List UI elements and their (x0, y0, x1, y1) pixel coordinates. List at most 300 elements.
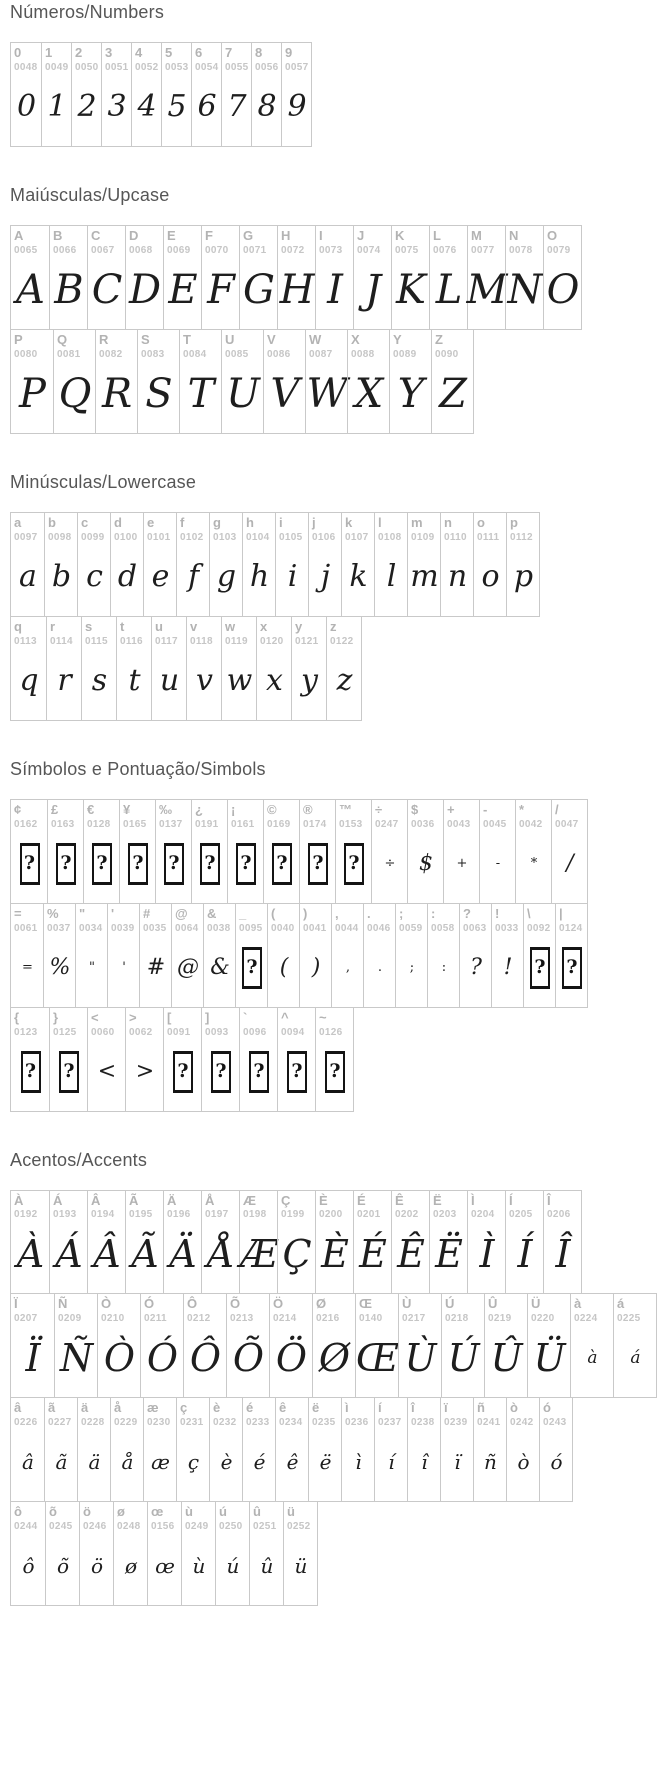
notdef-box-icon: ? (56, 843, 76, 885)
cell-unicode-code: 0207 (14, 1313, 38, 1325)
glyph-preview (48, 544, 75, 610)
char-cell (97, 1294, 140, 1397)
glyph-char: V (270, 370, 300, 417)
cell-char-label: i (279, 514, 283, 530)
glyph-preview (495, 935, 521, 1001)
cell-unicode-code: 0169 (267, 818, 291, 830)
cell-unicode-code: 0092 (527, 922, 551, 934)
char-cell (299, 904, 331, 1007)
cell-unicode-code: 0191 (195, 818, 219, 830)
char-cell (242, 1398, 275, 1501)
glyph-char: ù (192, 1554, 206, 1579)
cell-unicode-code: 0118 (190, 635, 213, 647)
glyph-char: í (388, 1450, 395, 1475)
glyph-preview (205, 1221, 237, 1287)
char-cell (44, 513, 77, 616)
glyph-char: Õ (232, 1336, 265, 1381)
glyph-preview (345, 544, 372, 610)
glyph-preview (306, 361, 348, 427)
glyph-preview (175, 935, 201, 1001)
cell-char-label: J (357, 227, 365, 243)
glyph-char: * (530, 856, 538, 872)
cell-unicode-code: 0212 (187, 1313, 211, 1325)
glyph-preview (167, 1221, 199, 1287)
cell-unicode-code: 0233 (246, 1417, 270, 1429)
cell-unicode-code: 0193 (53, 1209, 77, 1221)
cell-char-label: 0 (14, 45, 22, 60)
notdef-box-icon: ? (164, 843, 184, 885)
cell-char-label: Ñ (58, 1296, 68, 1312)
cell-char-label: " (79, 905, 86, 921)
char-cell (77, 513, 110, 616)
cell-char-label: h (246, 514, 254, 530)
glyph-char: T (187, 370, 215, 417)
char-cell (43, 904, 75, 1007)
cell-char-label: _ (239, 905, 247, 921)
cell-char-label: Ô (187, 1296, 198, 1312)
glyph-char: ñ (484, 1450, 497, 1475)
glyph-preview (279, 544, 306, 610)
cell-unicode-code: 0226 (14, 1417, 38, 1429)
char-cell (429, 226, 467, 329)
glyph-char: ï (454, 1450, 461, 1475)
cell-char-label: Ä (167, 1192, 177, 1208)
cell-char-label: É (357, 1192, 366, 1208)
glyph-char: è (220, 1450, 233, 1475)
glyph-char: A (16, 266, 45, 313)
cell-char-label: å (114, 1400, 122, 1416)
glyph-preview (49, 1533, 77, 1599)
cell-char-label: ï (444, 1400, 448, 1416)
glyph-char: ú (226, 1554, 240, 1579)
cell-char-label: Ö (273, 1296, 284, 1312)
glyph-preview (431, 935, 457, 1001)
glyph-char: u (159, 662, 180, 698)
char-cell (101, 43, 131, 146)
glyph-preview (253, 1533, 281, 1599)
glyph-char: 3 (107, 88, 127, 124)
notdef-box-icon: ? (21, 1051, 41, 1093)
cell-unicode-code: 0084 (183, 348, 207, 360)
cell-char-label: ã (48, 1400, 56, 1416)
glyph-preview (85, 648, 114, 714)
glyph-char: / (566, 850, 574, 876)
glyph-preview (99, 361, 135, 427)
cell-unicode-code: 0104 (246, 531, 270, 543)
char-cell (374, 1398, 407, 1501)
char-cell (326, 617, 361, 720)
cell-unicode-code: 0039 (111, 922, 135, 934)
glyph-preview (444, 544, 471, 610)
cell-char-label: < (91, 1009, 99, 1025)
cell-unicode-code: 0244 (14, 1521, 38, 1533)
char-cell (341, 1398, 374, 1501)
cell-char-label: ) (303, 905, 308, 921)
cell-unicode-code: 0059 (399, 922, 423, 934)
char-cell (221, 43, 251, 146)
glyph-preview (510, 1429, 537, 1495)
cell-char-label: A (14, 227, 24, 243)
cell-unicode-code: 0074 (357, 244, 381, 256)
cell-char-label: W (309, 331, 322, 347)
char-cell (11, 1398, 44, 1501)
cell-char-label: g (213, 514, 221, 530)
missing-glyph (281, 1039, 313, 1105)
glyph-char: Ï (25, 1336, 41, 1381)
glyph-preview (357, 257, 389, 323)
notdef-box-icon: ? (562, 947, 582, 989)
char-cell (87, 226, 125, 329)
cell-char-label: ó (543, 1400, 551, 1416)
missing-glyph (267, 831, 297, 897)
char-cell (176, 1398, 209, 1501)
glyph-char: L (435, 266, 463, 313)
cell-unicode-code: 0041 (303, 922, 327, 934)
cell-char-label: â (14, 1400, 22, 1416)
cell-unicode-code: 0229 (114, 1417, 138, 1429)
char-cell (11, 904, 43, 1007)
glyph-char: < (97, 1058, 117, 1084)
cell-unicode-code: 0033 (495, 922, 519, 934)
char-cell (235, 904, 267, 1007)
cell-char-label: ü (287, 1504, 295, 1520)
glyph-char: û (260, 1554, 274, 1579)
cell-unicode-code: 0197 (205, 1209, 229, 1221)
cell-unicode-code: 0201 (357, 1209, 381, 1221)
glyph-char: i (287, 558, 298, 594)
glyph-char: B (54, 266, 84, 313)
glyph-preview (471, 1221, 503, 1287)
cell-unicode-code: 0126 (319, 1026, 343, 1038)
glyph-preview (155, 648, 184, 714)
char-cell (191, 43, 221, 146)
cell-char-label: Ç (281, 1192, 291, 1208)
glyph-char: Ú (447, 1336, 480, 1381)
notdef-box-icon: ? (287, 1051, 307, 1093)
char-cell (308, 1398, 341, 1501)
cell-unicode-code: 0218 (445, 1313, 469, 1325)
cell-unicode-code: 0067 (91, 244, 115, 256)
cell-unicode-code: 0213 (230, 1313, 254, 1325)
cell-char-label: M (471, 227, 482, 243)
glyph-char: 7 (227, 88, 247, 124)
char-cell (44, 1398, 77, 1501)
glyph-char: E (168, 266, 198, 313)
char-cell (125, 1191, 163, 1294)
cell-char-label: ¡ (231, 801, 236, 817)
section-title: Minúsculas/Lowercase (10, 471, 197, 492)
cell-char-label: Ë (433, 1192, 442, 1208)
glyph-preview (45, 74, 69, 140)
glyph-preview (213, 1429, 240, 1495)
missing-glyph (239, 935, 265, 1001)
section-title: Maiúsculas/Upcase (10, 184, 170, 205)
char-cell (613, 1294, 656, 1397)
glyph-char: ü (294, 1554, 308, 1579)
glyph-char: n (447, 558, 468, 594)
glyph-char: õ (56, 1554, 70, 1579)
glyph-preview (345, 1429, 372, 1495)
cell-unicode-code: 0249 (185, 1521, 209, 1533)
glyph-preview (147, 544, 174, 610)
char-cell (131, 43, 161, 146)
glyph-preview (483, 831, 513, 897)
cell-char-label: / (555, 801, 559, 817)
glyph-char: Á (55, 1232, 83, 1277)
cell-char-label: C (91, 227, 101, 243)
missing-glyph (559, 935, 585, 1001)
char-cell (291, 617, 326, 720)
glyph-preview (165, 74, 189, 140)
char-cell (75, 904, 107, 1007)
glyph-preview (375, 831, 405, 897)
cell-unicode-code: 0195 (129, 1209, 153, 1221)
cell-char-label: $ (411, 801, 419, 817)
cell-unicode-code: 0200 (319, 1209, 343, 1221)
cell-char-label: À (14, 1192, 24, 1208)
glyph-char: # (146, 954, 166, 980)
glyph-preview (445, 1325, 482, 1391)
cell-char-label: Ó (144, 1296, 155, 1312)
glyph-char: ê (286, 1450, 299, 1475)
cell-unicode-code: 0203 (433, 1209, 457, 1221)
cell-char-label: v (190, 618, 198, 634)
char-cell (527, 1294, 570, 1397)
missing-glyph (195, 831, 225, 897)
cell-unicode-code: 0051 (105, 61, 129, 73)
cell-char-label: Ò (101, 1296, 112, 1312)
cell-unicode-code: 0238 (411, 1417, 435, 1429)
cell-char-label: Ø (316, 1296, 327, 1312)
char-cell (331, 904, 363, 1007)
cell-unicode-code: 0048 (14, 61, 38, 73)
cell-unicode-code: 0072 (281, 244, 305, 256)
char-cell (391, 1191, 429, 1294)
cell-unicode-code: 0234 (279, 1417, 303, 1429)
cell-char-label: Ù (402, 1296, 412, 1312)
glyph-preview (143, 935, 169, 1001)
char-cell (77, 1398, 110, 1501)
glyph-char: ( (279, 954, 289, 980)
missing-glyph (243, 1039, 275, 1105)
glyph-preview (463, 935, 489, 1001)
cell-unicode-code: 0198 (243, 1209, 267, 1221)
cell-unicode-code: 0120 (260, 635, 284, 647)
glyph-preview (91, 1221, 123, 1287)
glyph-char: r (57, 662, 72, 698)
glyph-char: G (243, 266, 275, 313)
glyph-preview (187, 1325, 224, 1391)
char-cell (466, 226, 508, 329)
char-cell (151, 617, 186, 720)
cell-char-label: k (345, 514, 353, 530)
glyph-preview (255, 74, 279, 140)
char-cell (203, 904, 235, 1007)
cell-unicode-code: 0053 (165, 61, 189, 73)
cell-char-label: . (367, 905, 371, 921)
char-cell (221, 330, 263, 433)
char-cell (242, 513, 275, 616)
cell-char-label: Z (435, 331, 443, 347)
char-cell (353, 226, 391, 329)
character-map (10, 2, 661, 1606)
cell-unicode-code: 0091 (167, 1026, 191, 1038)
cell-char-label: f (180, 514, 185, 530)
char-cell (305, 330, 347, 433)
glyph-preview (319, 1221, 351, 1287)
cell-char-label: F (205, 227, 213, 243)
glyph-preview (141, 361, 177, 427)
cell-char-label: û (253, 1504, 261, 1520)
cell-unicode-code: 0225 (617, 1313, 641, 1325)
cell-unicode-code: 0161 (231, 818, 255, 830)
cell-unicode-code: 0239 (444, 1417, 468, 1429)
cell-char-label: I (319, 227, 323, 243)
cell-unicode-code: 0037 (47, 922, 71, 934)
cell-unicode-code: 0251 (253, 1521, 277, 1533)
cell-char-label: u (155, 618, 163, 634)
glyph-preview (48, 1429, 75, 1495)
char-cell (263, 800, 299, 903)
char-cell (163, 226, 201, 329)
cell-unicode-code: 0044 (335, 922, 359, 934)
glyph-preview (547, 257, 579, 323)
glyph-preview (319, 257, 351, 323)
glyph-preview (183, 361, 219, 427)
char-cell (459, 904, 491, 1007)
char-cell (181, 1502, 215, 1605)
glyph-char: å (121, 1450, 134, 1475)
glyph-char: Q (58, 370, 92, 417)
glyph-char: K (396, 266, 426, 313)
glyph-preview (213, 544, 240, 610)
cell-unicode-code: 0245 (49, 1521, 73, 1533)
char-cell (176, 513, 209, 616)
cell-unicode-code: 0075 (395, 244, 419, 256)
glyph-char: N (507, 266, 543, 313)
notdef-box-icon: ? (59, 1051, 79, 1093)
glyph-preview (14, 74, 39, 140)
cell-unicode-code: 0106 (312, 531, 336, 543)
char-cell (215, 1502, 249, 1605)
cell-unicode-code: 0060 (91, 1026, 115, 1038)
glyph-char: ÷ (384, 856, 396, 872)
glyph-row (10, 512, 540, 617)
glyph-row (10, 1190, 582, 1295)
char-cell (440, 513, 473, 616)
cell-char-label: 6 (195, 45, 203, 60)
cell-char-label: & (207, 905, 217, 921)
cell-unicode-code: 0057 (285, 61, 309, 73)
cell-char-label: - (483, 801, 488, 817)
char-cell (140, 1294, 183, 1397)
notdef-box-icon: ? (242, 947, 262, 989)
glyph-preview (219, 1533, 247, 1599)
cell-char-label: ` (243, 1009, 248, 1025)
notdef-box-icon: ? (236, 843, 256, 885)
glyph-char: e (151, 558, 170, 594)
cell-char-label: V (267, 331, 276, 347)
cell-unicode-code: 0049 (45, 61, 69, 73)
glyph-char: H (279, 266, 315, 313)
glyph-preview (312, 1429, 339, 1495)
char-cell (515, 800, 551, 903)
cell-char-label: H (281, 227, 291, 243)
cell-char-label: ^ (281, 1009, 289, 1025)
cell-unicode-code: 0140 (359, 1313, 383, 1325)
glyph-preview (101, 1325, 138, 1391)
glyph-preview (312, 544, 339, 610)
glyph-char: a (19, 558, 37, 594)
char-cell (523, 904, 555, 1007)
glyph-char: ô (22, 1554, 35, 1579)
cell-char-label: # (143, 905, 151, 921)
glyph-char: ã (55, 1450, 68, 1475)
char-cell (374, 513, 407, 616)
glyph-char: v (196, 662, 213, 698)
cell-char-label: p (510, 514, 518, 530)
cell-char-label: ç (180, 1400, 188, 1416)
char-cell (171, 904, 203, 1007)
glyph-preview (444, 1429, 471, 1495)
cell-unicode-code: 0204 (471, 1209, 495, 1221)
glyph-preview (378, 544, 405, 610)
char-cell (53, 330, 95, 433)
section-title: Números/Numbers (10, 2, 165, 22)
char-cell (491, 904, 523, 1007)
cell-unicode-code: 0088 (351, 348, 375, 360)
cell-char-label: + (447, 801, 455, 817)
glyph-preview (295, 648, 324, 714)
glyph-char: ? (470, 954, 482, 980)
cell-char-label: = (14, 905, 22, 921)
cell-char-label: % (47, 905, 59, 921)
missing-glyph (159, 831, 189, 897)
glyph-preview (147, 1429, 174, 1495)
glyph-char: c (86, 558, 103, 594)
char-cell (11, 1008, 49, 1111)
glyph-preview (58, 1325, 95, 1391)
cell-unicode-code: 0054 (195, 61, 219, 73)
glyph-preview (411, 831, 441, 897)
glyph-char: 8 (257, 88, 277, 124)
cell-char-label: Æ (243, 1192, 256, 1208)
glyph-preview (14, 544, 42, 610)
cell-unicode-code: 0163 (51, 818, 75, 830)
cell-char-label: P (14, 331, 23, 347)
char-cell (407, 513, 440, 616)
char-cell (539, 1398, 572, 1501)
cell-unicode-code: 0078 (509, 244, 533, 256)
glyph-char: ç (187, 1450, 200, 1475)
char-cell (11, 617, 46, 720)
glyph-preview (285, 74, 309, 140)
char-cell (11, 800, 47, 903)
cell-unicode-code: 0246 (83, 1521, 107, 1533)
cell-unicode-code: 0105 (279, 531, 303, 543)
cell-char-label: £ (51, 801, 59, 817)
char-cell (239, 226, 277, 329)
glyph-char: " (89, 960, 95, 976)
cell-char-label: Í (509, 1192, 513, 1208)
char-cell (281, 43, 311, 146)
cell-char-label: ' (111, 905, 115, 921)
cell-unicode-code: 0082 (99, 348, 123, 360)
glyph-preview (114, 544, 141, 610)
char-cell (143, 513, 176, 616)
glyph-char: - (495, 856, 501, 872)
glyph-preview (547, 1221, 579, 1287)
